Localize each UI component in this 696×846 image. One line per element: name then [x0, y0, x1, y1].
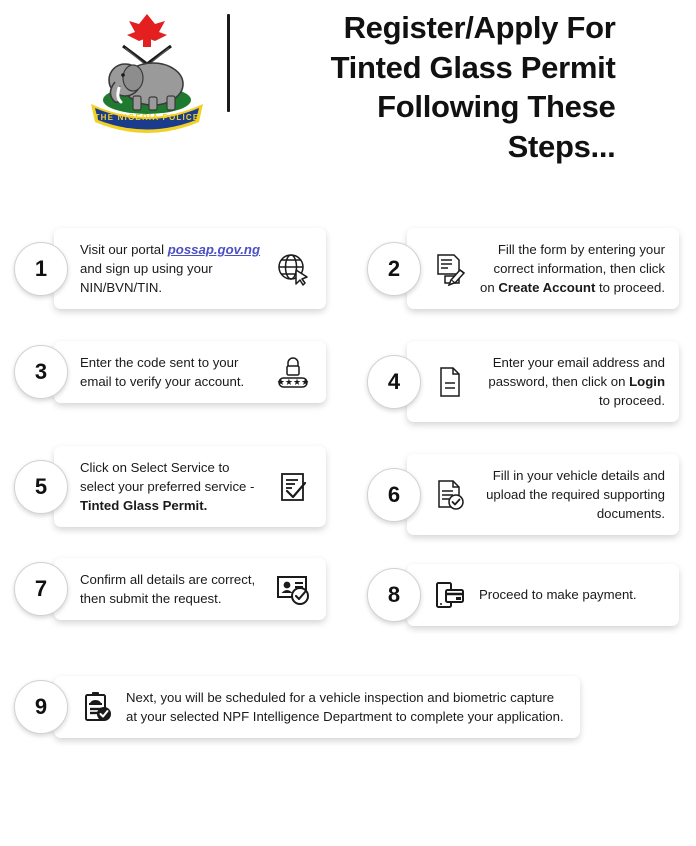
logo-svg	[83, 8, 211, 136]
step-item-8	[367, 564, 679, 626]
step-text-bold: Create Account	[498, 280, 596, 296]
step-item-7	[14, 558, 326, 620]
step-card	[54, 228, 326, 309]
step-card	[54, 558, 326, 620]
svg-text:★★★★: ★★★★	[276, 377, 310, 388]
step-text-part: to proceed.	[599, 393, 665, 409]
step-item-4	[367, 341, 679, 422]
logo-banner-text: THE NIGERIA POLICE	[94, 113, 199, 122]
step-text: Confirm all details are correct, then submit the request.	[80, 572, 256, 607]
header-divider	[227, 14, 230, 112]
step-text: Next, you will be scheduled for a vehicle inspection and biometric capture at your selected NPF Intelligence Department to complete your application.	[126, 690, 564, 725]
step-text-part: Enter your email address and password, then click on	[488, 355, 665, 390]
portal-link[interactable]: possap.gov.ng	[167, 242, 261, 257]
step-number-badge: 3	[14, 345, 68, 399]
page-title-line-1: Register/Apply For	[343, 10, 616, 45]
header	[0, 0, 696, 200]
nigeria-police-force-logo	[81, 6, 213, 138]
step-text	[479, 240, 665, 297]
step-text	[80, 458, 264, 515]
step-text-part: Visit our portal	[80, 242, 168, 257]
step-card	[407, 454, 679, 535]
page-title	[256, 8, 616, 167]
step-item-2	[367, 228, 679, 309]
step-number-badge: 9	[14, 680, 68, 734]
page-title-line-3: Following These	[377, 89, 616, 125]
step-text	[479, 353, 665, 410]
document-icon	[431, 363, 469, 401]
step-card	[407, 228, 679, 309]
step-card	[54, 341, 326, 403]
step-text: Proceed to make payment.	[479, 587, 637, 603]
step-item-9	[14, 676, 580, 738]
step-number-badge: 7	[14, 562, 68, 616]
step-text-bold: Login	[629, 374, 665, 390]
id-card-check-icon	[274, 570, 312, 608]
step-number-badge: 5	[14, 460, 68, 514]
step-text: Enter the code sent to your email to verify your account.	[80, 355, 245, 390]
document-check-icon	[431, 476, 469, 514]
step-number-badge: 6	[367, 468, 421, 522]
step-text-part: Click on Select Service to select your preferred service -	[80, 460, 255, 495]
step-card	[407, 341, 679, 422]
step-item-3	[14, 341, 326, 403]
step-card	[407, 564, 679, 626]
step-number-badge: 4	[367, 355, 421, 409]
page-title-line-4: Steps...	[507, 129, 616, 165]
step-text-part: to proceed.	[595, 280, 665, 296]
step-item-5	[14, 446, 326, 527]
step-item-1	[14, 228, 326, 309]
step-text-bold: Tinted Glass Permit.	[80, 498, 208, 514]
mobile-payment-icon	[431, 576, 469, 614]
clipboard-vehicle-check-icon	[78, 688, 116, 726]
step-number-badge: 8	[367, 568, 421, 622]
step-card	[54, 676, 580, 738]
step-number-badge: 2	[367, 242, 421, 296]
step-text-part: and sign up using your NIN/BVN/TIN.	[80, 261, 213, 296]
step-card	[54, 446, 326, 527]
form-pen-icon	[431, 250, 469, 288]
step-number-badge: 1	[14, 242, 68, 296]
step-text: Fill in your vehicle details and upload the required supporting documents.	[486, 468, 665, 522]
globe-cursor-icon	[274, 250, 312, 288]
padlock-password-icon	[274, 353, 312, 391]
step-item-6	[367, 454, 679, 535]
clipboard-check-icon	[274, 468, 312, 506]
step-text-part: Fill the form by entering your correct information, then click on	[480, 242, 665, 296]
step-text	[80, 240, 264, 297]
page-title-line-2: Tinted Glass Permit	[330, 49, 616, 85]
